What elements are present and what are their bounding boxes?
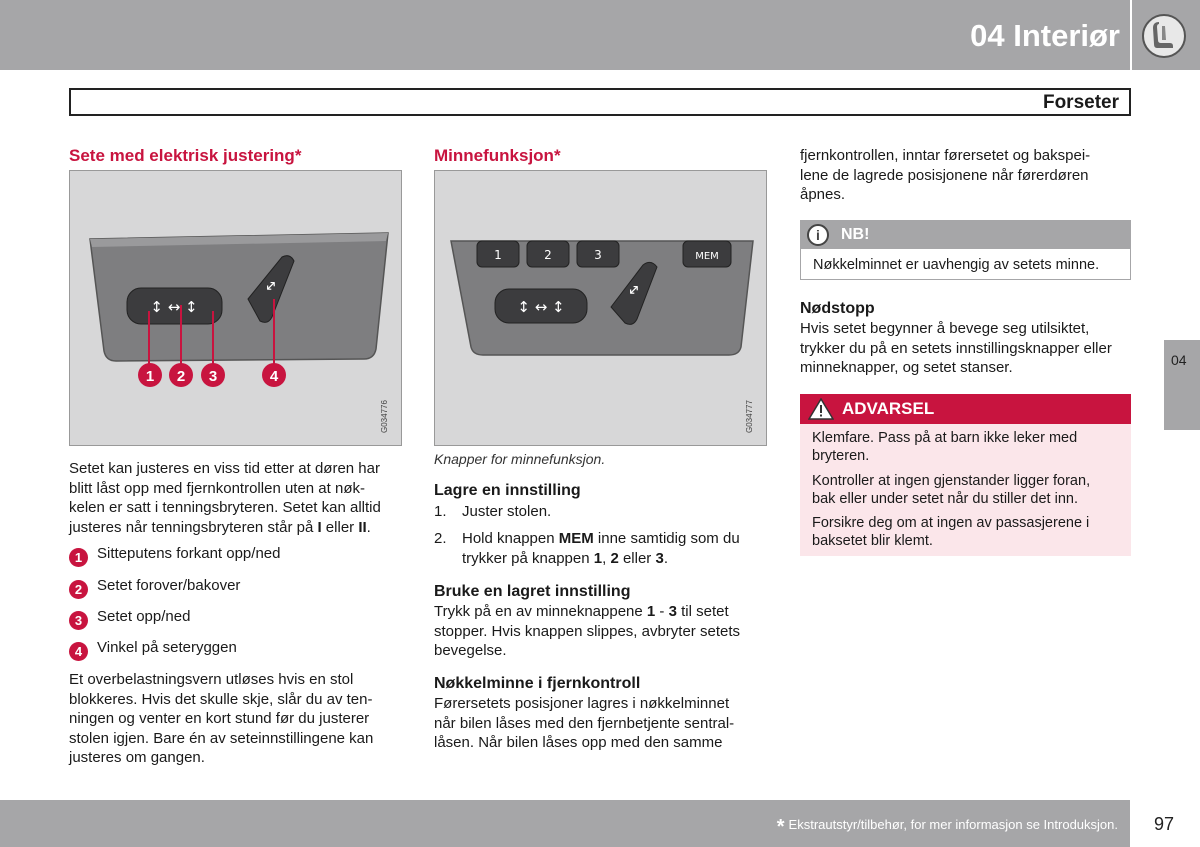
warning-header bbox=[800, 394, 1131, 424]
heading-use-setting: Bruke en lagret innstilling bbox=[434, 583, 631, 600]
svg-text:3: 3 bbox=[208, 368, 218, 385]
use-setting-text: Trykk på en av minneknappene 1 - 3 til setet stopper. Hvis knappen slippes, avbryter setets bevegelse. bbox=[434, 603, 740, 660]
warning-paragraph: Klemfare. Pass på at barn ikke leker med bryteren. bbox=[812, 430, 1078, 464]
heading-memory-function: Minnefunksjon* bbox=[434, 146, 561, 165]
info-icon: i bbox=[807, 224, 829, 246]
figure-badge-4 bbox=[262, 363, 286, 387]
heading-save-setting: Lagre en innstilling bbox=[434, 482, 581, 499]
memory-buttons-figure bbox=[434, 170, 767, 446]
section-title: Forseter bbox=[1042, 92, 1119, 113]
seat-icon bbox=[1142, 14, 1186, 58]
figure-badge-3 bbox=[201, 363, 225, 387]
emergency-stop-text: Hvis setet begynner å bevege seg utilsiktet, trykker du på en setets innstillingsknapper eller minneknapper, og setet stanser. bbox=[800, 320, 1112, 377]
step-2: 2. Hold knappen MEM inne samtidig som du trykker på knappen 1, 2 eller 3. bbox=[434, 530, 740, 567]
legend-badge: 3 bbox=[69, 611, 88, 630]
seat-switch-panel-icon bbox=[70, 171, 401, 445]
memory-buttons-panel-icon bbox=[435, 171, 766, 445]
chapter-title: 04 Interiør bbox=[970, 18, 1120, 53]
note-header bbox=[801, 221, 1130, 249]
seat-switch-figure bbox=[69, 170, 402, 446]
note-label: NB! bbox=[841, 226, 870, 243]
warning-paragraph: Kontroller at ingen gjenstander ligger foran, bak eller under setet når du stiller det inn. bbox=[812, 473, 1091, 507]
legend-item: 1 Sitteputens forkant opp/ned bbox=[69, 545, 280, 567]
heading-emergency-stop: Nødstopp bbox=[800, 300, 875, 317]
legend-item: 2 Setet forover/bakover bbox=[69, 577, 240, 599]
svg-text:1: 1 bbox=[145, 368, 155, 385]
svg-text:↔: ↔ bbox=[261, 276, 281, 296]
figure-badge-1 bbox=[138, 363, 162, 387]
svg-text:2: 2 bbox=[544, 248, 552, 262]
figure-code: G034776 bbox=[380, 400, 389, 433]
legend-badge: 2 bbox=[69, 580, 88, 599]
intro-text: Setet kan justeres en viss tid etter at døren har blitt låst opp med fjernkontrollen uten at nøk- kelen er satt i tenningsbryteren. Setet kan alltid justeres når tenningsbryteren står på I eller II. bbox=[69, 460, 381, 536]
legend-badge: 4 bbox=[69, 642, 88, 661]
figure-caption: Knapper for minnefunksjon. bbox=[434, 451, 606, 467]
svg-text:1: 1 bbox=[494, 248, 502, 262]
key-memory-text: Førersetets posisjoner lagres i nøkkelminnet når bilen låses med den fjernbetjente sentral- låsen. Når bilen låses opp med den samme bbox=[434, 695, 735, 752]
svg-text:↔: ↔ bbox=[624, 280, 644, 300]
side-chapter-tab-label: 04 bbox=[1171, 352, 1187, 368]
heading-electric-seat: Sete med elektrisk justering* bbox=[69, 146, 302, 165]
svg-text:↕ ↔ ↕: ↕ ↔ ↕ bbox=[150, 298, 198, 316]
legend-badge: 1 bbox=[69, 548, 88, 567]
warning-label: ADVARSEL bbox=[842, 399, 935, 418]
note-text: Nøkkelminnet er uavhengig av setets minne. bbox=[813, 257, 1100, 273]
legend-item: 4 Vinkel på seteryggen bbox=[69, 639, 237, 661]
overload-text: Et overbelastningsvern utløses hvis en stol blokkeres. Hvis det skulle skje, slår du av ten- ningen og venter en kort stund før du justerer stolen igjen. Bare én av seteinnstillingene kan justeres om gangen. bbox=[69, 671, 374, 767]
heading-key-memory: Nøkkelminne i fjernkontroll bbox=[434, 675, 641, 692]
key-memory-continued-text: fjernkontrollen, inntar førersetet og bakspei- lene de lagrede posisjonene når førerdøren åpnes. bbox=[800, 147, 1091, 204]
header-band bbox=[0, 0, 1130, 70]
figure-badge-2 bbox=[169, 363, 193, 387]
figure-code: G034777 bbox=[745, 400, 754, 433]
svg-text:MEM: MEM bbox=[695, 251, 719, 262]
warning-triangle-icon bbox=[808, 398, 834, 420]
warning-paragraph: Forsikre deg om at ingen av passasjerene i baksetet blir klemt. bbox=[812, 515, 1090, 549]
warning-box bbox=[800, 394, 1131, 556]
legend-item: 3 Setet opp/ned bbox=[69, 608, 190, 630]
footnote: * Ekstrautstyr/tilbehør, for mer informasjon se Introduksjon. bbox=[776, 816, 1118, 838]
section-bar bbox=[69, 88, 1131, 116]
svg-text:3: 3 bbox=[594, 248, 602, 262]
svg-text:2: 2 bbox=[176, 368, 186, 385]
svg-text:↕ ↔ ↕: ↕ ↔ ↕ bbox=[517, 298, 565, 316]
note-box bbox=[800, 220, 1131, 280]
svg-text:4: 4 bbox=[269, 368, 279, 385]
page-number: 97 bbox=[1154, 814, 1175, 834]
